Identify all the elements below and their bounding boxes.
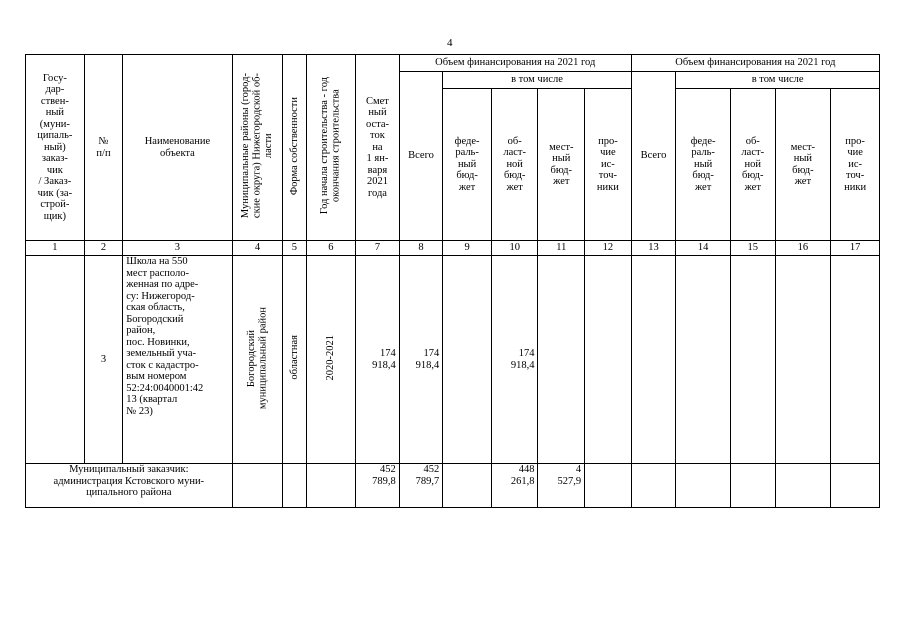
footer-federal-1 [443, 464, 492, 508]
table-row [26, 256, 880, 464]
footer-total-2 [631, 464, 676, 508]
footer-federal-2 [676, 464, 731, 508]
header-regional-2: об- ласт- ной бюд- жет [730, 89, 775, 241]
column-index: 1 [26, 241, 85, 256]
column-index: 5 [283, 241, 306, 256]
row-regional-2 [730, 256, 775, 464]
row-years: 2020-2021 [325, 335, 337, 381]
header-districts: Муниципальные районы (город- ские округа) Нижегородской об- ласти [240, 73, 275, 219]
header-other-1: про- чие ис- точ- ники [585, 89, 632, 241]
footer-other-2 [831, 464, 880, 508]
row-num: 3 [84, 256, 122, 464]
column-index: 13 [631, 241, 676, 256]
column-index: 12 [585, 241, 632, 256]
column-index: 8 [399, 241, 443, 256]
footer-years [306, 464, 356, 508]
header-years-cell [306, 55, 356, 241]
row-federal-2 [676, 256, 731, 464]
column-index: 11 [538, 241, 585, 256]
header-districts-cell [232, 55, 283, 241]
column-index: 6 [306, 241, 356, 256]
row-other-1 [585, 256, 632, 464]
column-index: 16 [775, 241, 831, 256]
footer-local-2 [775, 464, 831, 508]
column-index: 9 [443, 241, 492, 256]
row-ownership-cell [283, 256, 306, 464]
header-including-1: в том числе [443, 72, 631, 89]
row-object-name: Школа на 550 мест располо- женная по адре- су: Нижегород- ская область, Богородский район, пос. Новинки, земельный уча- сток с кадастро- вым номером 52:24:0040001:42 13 (квартал № 23) [123, 256, 232, 464]
column-index: 2 [84, 241, 122, 256]
footer-district [232, 464, 283, 508]
footer-row [26, 464, 880, 508]
row-customer [26, 256, 85, 464]
row-years-cell [306, 256, 356, 464]
header-including-2: в том числе [676, 72, 880, 89]
footer-ownership [283, 464, 306, 508]
row-local-2 [775, 256, 831, 464]
header-funding-group-1: Объем финансирования на 2021 год [399, 55, 631, 72]
footer-label: Муниципальный заказчик: администрация Кстовского муни- ципального района [26, 464, 233, 508]
column-index: 3 [123, 241, 232, 256]
page-number: 4 [447, 37, 453, 49]
footer-regional-2 [730, 464, 775, 508]
footer-regional-1: 448 261,8 [491, 464, 538, 508]
header-regional-1: об- ласт- ной бюд- жет [491, 89, 538, 241]
column-index: 10 [491, 241, 538, 256]
header-total-1: Всего [399, 72, 443, 241]
header-ownership: Форма собственности [288, 96, 300, 195]
row-ownership: областная [288, 335, 300, 381]
funding-table [25, 54, 880, 508]
column-index: 17 [831, 241, 880, 256]
header-local-2: мест- ный бюд- жет [775, 89, 831, 241]
header-total-2: Всего [631, 72, 676, 241]
row-total-2 [631, 256, 676, 464]
header-object-name: Наименование объекта [123, 55, 232, 241]
header-local-1: мест- ный бюд- жет [538, 89, 585, 241]
header-customer: Госу- дар- ствен- ный (муни- ципаль- ный) заказ- чик / Заказ- чик (за- строй- щик) [26, 55, 85, 241]
header-years: Год начала строительства - год окончания строительства [319, 77, 342, 215]
row-regional-1: 174 918,4 [491, 256, 538, 464]
row-local-1 [538, 256, 585, 464]
column-index: 15 [730, 241, 775, 256]
footer-total-1: 452 789,7 [399, 464, 443, 508]
row-estimate: 174 918,4 [356, 256, 400, 464]
column-index: 4 [232, 241, 283, 256]
row-federal-1 [443, 256, 492, 464]
row-total-1: 174 918,4 [399, 256, 443, 464]
header-federal-2: феде- раль- ный бюд- жет [676, 89, 731, 241]
footer-local-1: 4 527,9 [538, 464, 585, 508]
header-funding-group-2: Объем финансирования на 2021 год [631, 55, 879, 72]
row-other-2 [831, 256, 880, 464]
header-estimate: Смет ный оста- ток на 1 ян- варя 2021 года [356, 55, 400, 241]
column-index: 7 [356, 241, 400, 256]
header-federal-1: феде- раль- ный бюд- жет [443, 89, 492, 241]
row-district: Богородский муниципальный район [245, 306, 269, 409]
column-index-row [26, 241, 880, 256]
row-district-cell [232, 256, 283, 464]
header-num: № п/п [84, 55, 122, 241]
header-ownership-cell [283, 55, 306, 241]
footer-other-1 [585, 464, 632, 508]
column-index: 14 [676, 241, 731, 256]
header-other-2: про- чие ис- точ- ники [831, 89, 880, 241]
footer-estimate: 452 789,8 [356, 464, 400, 508]
